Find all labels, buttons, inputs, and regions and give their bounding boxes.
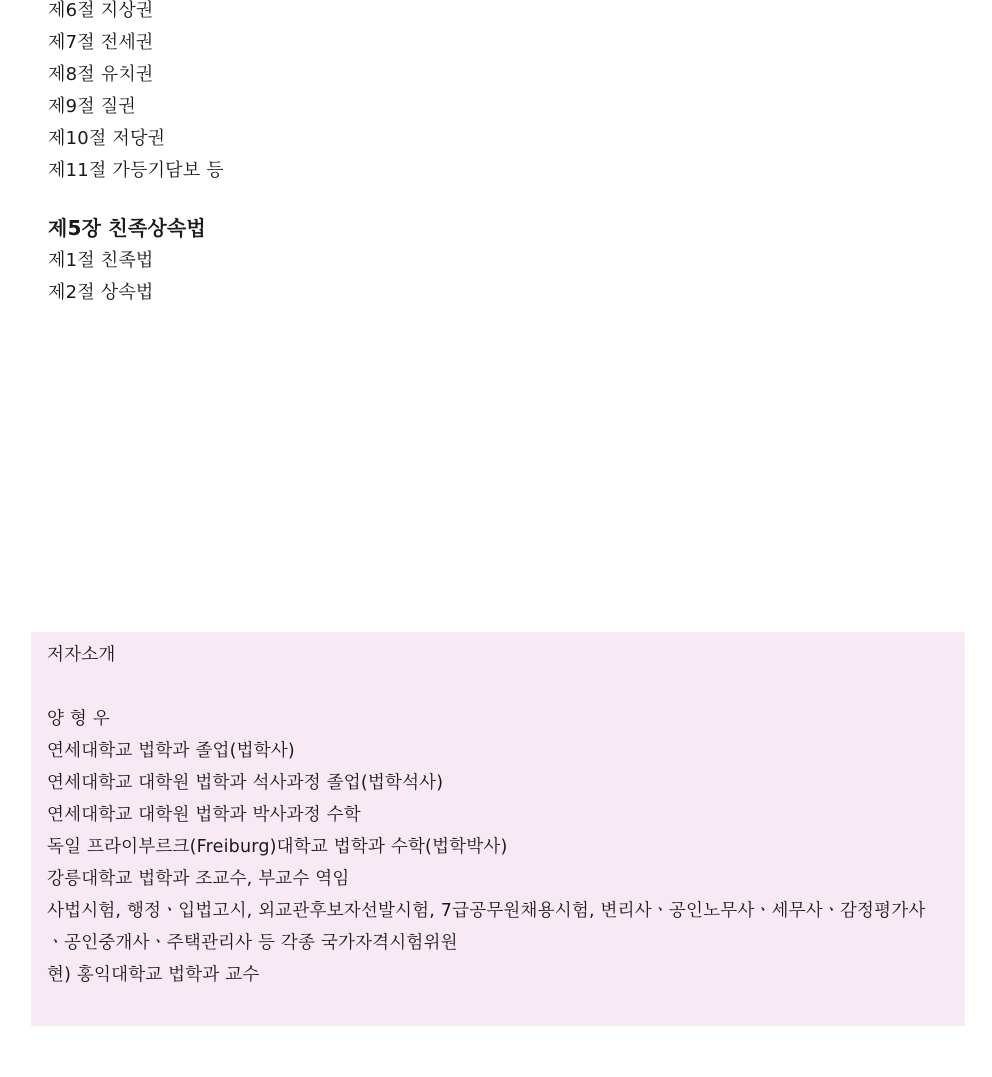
chapter-5-title: 제5장 친족상속법 [48, 216, 206, 240]
toc-section-11: 제11절 가등기담보 등 [48, 160, 224, 181]
table-of-contents [48, 0, 948, 309]
author-bio-line: 독일 프라이부르크(Freiburg)대학교 법학과 수학(법학박사) [47, 837, 508, 857]
toc-ch5-section-1: 제1절 친족법 [48, 250, 154, 271]
chapter-spacer [48, 187, 948, 211]
toc-section-10: 제10절 저당권 [48, 128, 166, 149]
toc-section-6: 제6절 지상권 [48, 0, 154, 21]
author-bio-line: 연세대학교 대학원 법학과 박사과정 수학 [47, 805, 361, 825]
author-heading: 저자소개 [47, 645, 116, 665]
author-bio-line: 현) 홍익대학교 법학과 교수 [47, 965, 260, 985]
author-name: 양 형 우 [47, 709, 110, 729]
author-blank-line [47, 671, 949, 703]
author-bio-line: 연세대학교 법학과 졸업(법학사) [47, 741, 295, 761]
toc-section-8: 제8절 유치권 [48, 64, 154, 85]
author-bio-line: 연세대학교 대학원 법학과 석사과정 졸업(법학석사) [47, 773, 444, 793]
toc-ch5-section-2: 제2절 상속법 [48, 282, 154, 303]
toc-section-9: 제9절 질권 [48, 96, 136, 117]
author-bio-line: 사법시험, 행정ㆍ입법고시, 외교관후보자선발시험, 7급공무원채용시험, 변리사ㆍ공인노무사ㆍ세무사ㆍ감정평가사 [47, 901, 926, 921]
toc-section-7: 제7절 전세권 [48, 32, 154, 53]
author-introduction-box [31, 632, 965, 1026]
author-bio-line: 강릉대학교 법학과 조교수, 부교수 역임 [47, 869, 350, 889]
author-bio-line: ㆍ공인중개사ㆍ주택관리사 등 각종 국가자격시험위원 [47, 933, 458, 953]
